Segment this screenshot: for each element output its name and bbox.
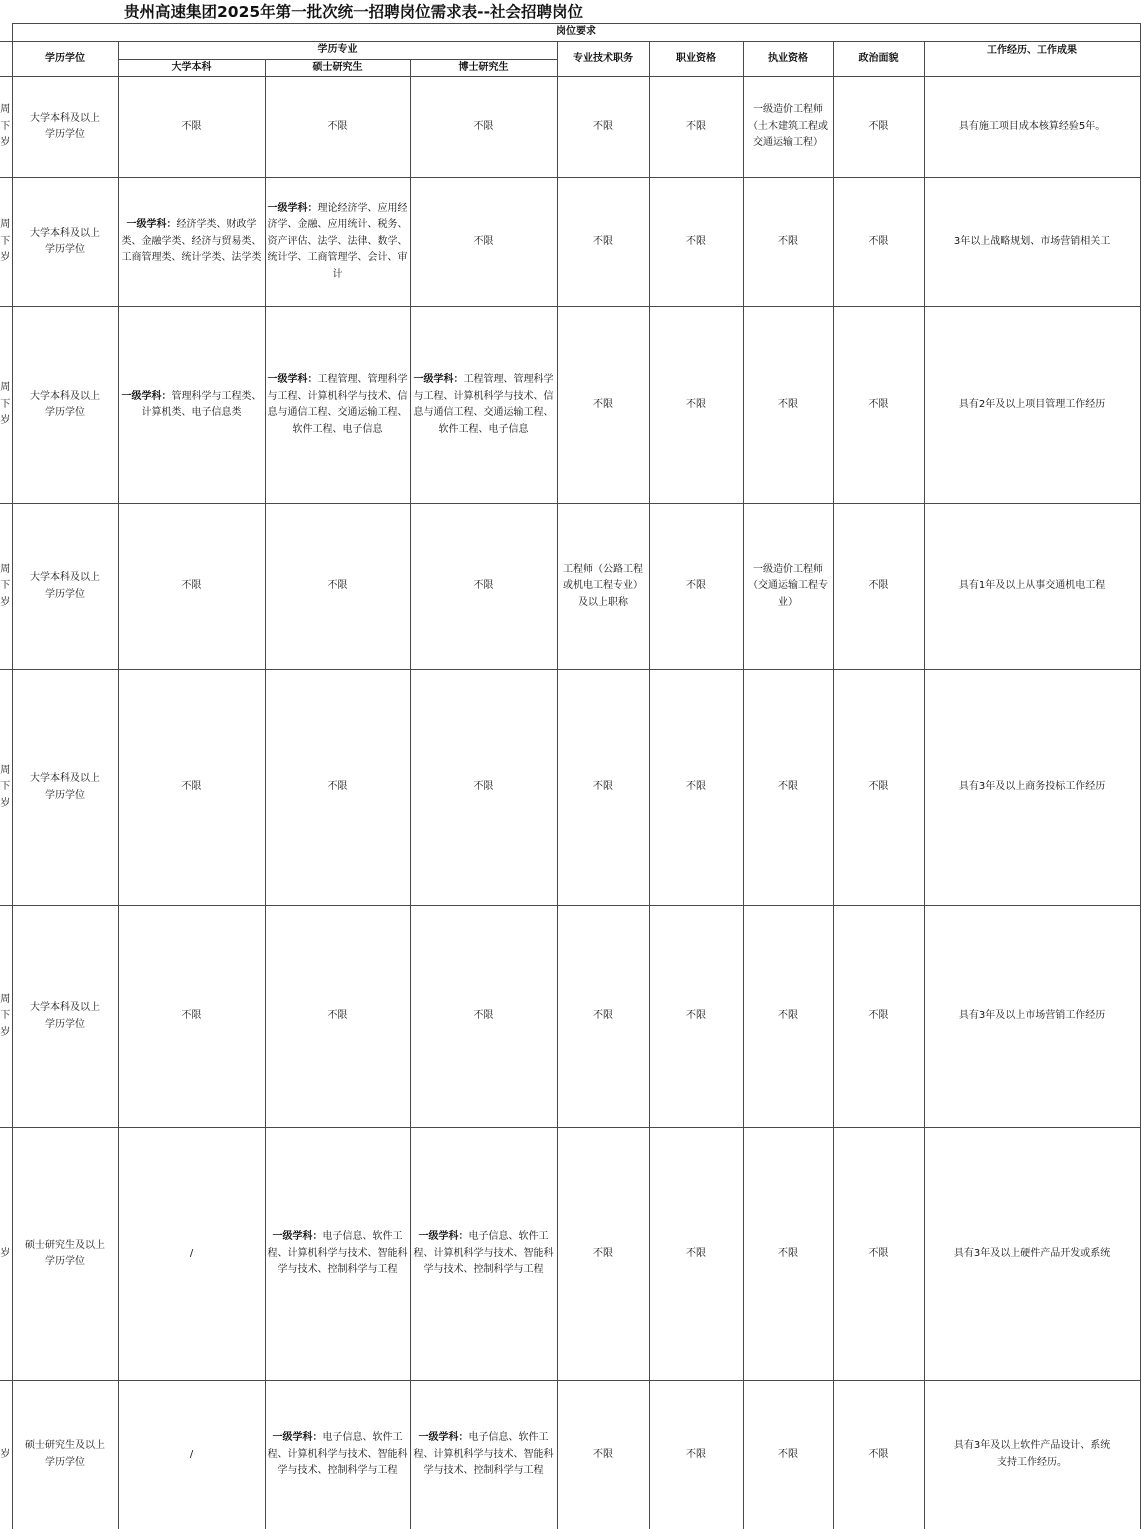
- vocational-cell: [649, 1381, 743, 1529]
- age-cell: [0, 307, 12, 504]
- practice-cell: [743, 77, 833, 178]
- political-cell-text: 不限: [868, 1247, 889, 1259]
- experience-cell-text: 具有施工项目成本核算经验5年。: [958, 120, 1106, 132]
- tech-title-cell-text: 不限: [593, 1448, 613, 1460]
- doctor-cell-text: 电子信息、软件工程、计算机科学与技术、智能科学与技术、控制科学与工程: [413, 1432, 554, 1476]
- doctor-cell: [410, 906, 557, 1128]
- degree-cell-text: 大学本科及以上 学历学位: [30, 773, 100, 801]
- doctor-cell: [410, 1381, 557, 1529]
- experience-cell: [924, 307, 1140, 504]
- experience-cell: [924, 178, 1140, 307]
- vocational-cell-text: 不限: [686, 1448, 706, 1460]
- undergrad-cell: [118, 178, 265, 307]
- subject-prefix: 一级学科：: [267, 374, 318, 385]
- master-cell: [265, 77, 410, 178]
- degree-cell: [12, 906, 118, 1128]
- vocational-cell-text: 不限: [686, 580, 706, 592]
- tech-title-cell-text: 不限: [593, 1010, 613, 1022]
- experience-cell: [924, 1381, 1140, 1529]
- tech-title-cell-text: 不限: [593, 398, 613, 410]
- doctor-cell-text: 不限: [473, 235, 494, 247]
- practice-cell-text: 不限: [778, 1448, 798, 1460]
- age-cell-text: 周 下 岁: [0, 993, 11, 1038]
- political-cell-text: 不限: [868, 235, 889, 247]
- undergrad-cell-text: 不限: [181, 781, 202, 793]
- experience-cell: [924, 1128, 1140, 1381]
- doctor-cell: [410, 307, 557, 504]
- master-cell: [265, 504, 410, 670]
- degree-cell: [12, 1128, 118, 1381]
- degree-cell-text: 大学本科及以上 学历学位: [30, 390, 100, 418]
- master-cell-text: 不限: [327, 120, 348, 132]
- age-cell: [0, 504, 12, 670]
- doctor-cell: [410, 504, 557, 670]
- practice-cell-text: 一级造价工程师 （交通运输工程专 业）: [748, 563, 828, 608]
- master-cell-text: 电子信息、软件工程、计算机科学与技术、智能科学与技术、控制科学与工程: [267, 1231, 408, 1276]
- age-cell-text: 岁: [0, 1247, 11, 1259]
- vocational-cell: [649, 178, 743, 307]
- doctor-cell-text: 不限: [473, 120, 494, 132]
- political-cell: [833, 178, 924, 307]
- subject-prefix: 一级学科：: [418, 1231, 469, 1243]
- vocational-cell-text: 不限: [686, 1010, 706, 1022]
- experience-cell: [924, 906, 1140, 1128]
- tech-title-cell: [557, 307, 649, 504]
- subject-prefix: 一级学科：: [418, 1432, 469, 1443]
- age-cell-text: 周 下 岁: [0, 382, 11, 427]
- tech-title-cell: [557, 77, 649, 178]
- vocational-cell-text: 不限: [686, 1247, 706, 1259]
- degree-cell-text: 大学本科及以上 学历学位: [30, 112, 100, 140]
- experience-cell-text: 具有3年及以上硬件产品开发或系统: [953, 1247, 1111, 1259]
- tech-title-cell-text: 不限: [593, 1247, 613, 1259]
- political-cell: [833, 906, 924, 1128]
- header-education-degree: 学历学位: [12, 42, 118, 77]
- political-cell-text: 不限: [868, 580, 889, 592]
- undergrad-cell: [118, 906, 265, 1128]
- political-cell-text: 不限: [868, 1448, 889, 1460]
- practice-cell-text: 不限: [778, 1247, 798, 1259]
- table-row: [0, 670, 1140, 906]
- practice-cell: [743, 178, 833, 307]
- degree-cell: [12, 77, 118, 178]
- header-blank: [0, 24, 12, 42]
- age-cell-text: 周 下 岁: [0, 104, 11, 149]
- political-cell: [833, 1128, 924, 1381]
- degree-cell-text: 硕士研究生及以上 学历学位: [25, 1239, 105, 1267]
- experience-cell-text: 3年以上战略规划、市场营销相关工: [953, 235, 1111, 247]
- tech-title-cell: [557, 504, 649, 670]
- undergrad-cell: [118, 1381, 265, 1529]
- degree-cell: [12, 1381, 118, 1529]
- master-cell: [265, 1381, 410, 1529]
- experience-cell-text: 具有3年及以上商务投标工作经历: [958, 781, 1106, 793]
- header-work-experience: 工作经历、工作成果: [924, 42, 1140, 77]
- master-cell: [265, 178, 410, 307]
- tech-title-cell-text: 不限: [593, 781, 613, 793]
- practice-cell-text: 一级造价工程师 （土木建筑工程或 交通运输工程）: [748, 104, 828, 149]
- header-political-status: 政治面貌: [833, 42, 924, 77]
- age-cell: [0, 1128, 12, 1381]
- political-cell-text: 不限: [868, 398, 889, 410]
- doctor-cell-text: 电子信息、软件工程、计算机科学与技术、智能科学与技术、控制科学与工程: [413, 1231, 554, 1276]
- doctor-cell-text: 工程管理、管理科学与工程、计算机科学与技术、信息与通信工程、交通运输工程、软件工程、电子信息: [413, 374, 554, 435]
- undergrad-cell-text: 不限: [181, 1010, 202, 1022]
- header-undergrad: 大学本科: [118, 59, 265, 77]
- experience-cell: [924, 670, 1140, 906]
- political-cell: [833, 307, 924, 504]
- vocational-cell: [649, 906, 743, 1128]
- table-row: [0, 906, 1140, 1128]
- undergrad-cell: [118, 1128, 265, 1381]
- master-cell-text: 工程管理、管理科学与工程、计算机科学与技术、信息与通信工程、交通运输工程、软件工程、电子信息: [267, 374, 408, 435]
- age-cell: [0, 77, 12, 178]
- master-cell-text: 不限: [327, 580, 348, 592]
- practice-cell: [743, 670, 833, 906]
- undergrad-cell-text: 管理科学与工程类、计算机类、电子信息类: [141, 390, 262, 418]
- undergrad-cell: [118, 307, 265, 504]
- table-row: [0, 504, 1140, 670]
- age-cell-text: 周 下 岁: [0, 764, 11, 809]
- political-cell-text: 不限: [868, 1010, 889, 1022]
- experience-cell-text: 具有2年及以上项目管理工作经历: [958, 398, 1106, 410]
- tech-title-cell: [557, 178, 649, 307]
- degree-cell-text: 硕士研究生及以上 学历学位: [25, 1440, 105, 1468]
- practice-cell-text: 不限: [778, 398, 798, 410]
- header-education-major: 学历专业: [118, 42, 557, 60]
- table-row: [0, 307, 1140, 504]
- subject-prefix: 一级学科：: [272, 1231, 323, 1243]
- undergrad-cell-text: 不限: [181, 580, 202, 592]
- degree-cell: [12, 178, 118, 307]
- master-cell-text: 电子信息、软件工程、计算机科学与技术、智能科学与技术、控制科学与工程: [267, 1432, 408, 1476]
- practice-cell: [743, 1381, 833, 1529]
- header-vocational-qual: 职业资格: [649, 42, 743, 77]
- header-practice-qual: 执业资格: [743, 42, 833, 77]
- practice-cell-text: 不限: [778, 235, 798, 247]
- subject-prefix: 一级学科：: [413, 374, 464, 385]
- header-master: 硕士研究生: [265, 59, 410, 77]
- table-row: [0, 1381, 1140, 1529]
- header-tech-title: 专业技术职务: [557, 42, 649, 77]
- tech-title-cell: [557, 1381, 649, 1529]
- political-cell-text: 不限: [868, 120, 889, 132]
- vocational-cell-text: 不限: [686, 398, 706, 410]
- age-cell: [0, 1381, 12, 1529]
- master-cell: [265, 670, 410, 906]
- master-cell-text: 不限: [327, 1010, 348, 1022]
- header-blank-2: [0, 42, 12, 77]
- vocational-cell-text: 不限: [686, 781, 706, 793]
- vocational-cell-text: 不限: [686, 120, 706, 132]
- undergrad-cell: [118, 670, 265, 906]
- experience-cell: [924, 77, 1140, 178]
- age-cell-text: 岁: [0, 1448, 11, 1460]
- master-cell: [265, 1128, 410, 1381]
- practice-cell: [743, 1128, 833, 1381]
- doctor-cell: [410, 178, 557, 307]
- age-cell: [0, 670, 12, 906]
- subject-prefix: 一级学科：: [272, 1432, 323, 1443]
- experience-cell-text: 具有3年及以上软件产品设计、系统 支持工作经历。: [953, 1440, 1111, 1468]
- subject-prefix: 一级学科：: [267, 202, 318, 214]
- undergrad-cell-text: 经济学类、财政学类、金融学类、经济与贸易类、工商管理类、统计学类、法学类: [121, 219, 262, 264]
- undergrad-cell-text: /: [189, 1448, 194, 1460]
- doctor-cell-text: 不限: [473, 781, 494, 793]
- political-cell-text: 不限: [868, 781, 889, 793]
- tech-title-cell: [557, 670, 649, 906]
- doctor-cell-text: 不限: [473, 580, 494, 592]
- tech-title-cell: [557, 906, 649, 1128]
- master-cell: [265, 906, 410, 1128]
- tech-title-cell-text: 不限: [593, 235, 613, 247]
- political-cell: [833, 670, 924, 906]
- vocational-cell: [649, 77, 743, 178]
- undergrad-cell-text: /: [189, 1247, 194, 1259]
- age-cell: [0, 906, 12, 1128]
- age-cell: [0, 178, 12, 307]
- header-row-1: [0, 24, 1140, 42]
- political-cell: [833, 504, 924, 670]
- header-post-requirements: 岗位要求: [12, 24, 1140, 42]
- political-cell: [833, 77, 924, 178]
- experience-cell-text: 具有1年及以上从事交通机电工程: [958, 580, 1106, 592]
- vocational-cell: [649, 1128, 743, 1381]
- practice-cell: [743, 906, 833, 1128]
- recruitment-table: [0, 23, 1141, 1529]
- degree-cell-text: 大学本科及以上 学历学位: [30, 1002, 100, 1030]
- subject-prefix: 一级学科：: [121, 390, 172, 402]
- doctor-cell-text: 不限: [473, 1010, 494, 1022]
- vocational-cell: [649, 670, 743, 906]
- master-cell-text: 理论经济学、应用经济学、金融、应用统计、税务、资产评估、法学、法律、数学、统计学、工商管理学、会计、审计: [267, 202, 408, 280]
- degree-cell: [12, 307, 118, 504]
- doctor-cell: [410, 77, 557, 178]
- practice-cell: [743, 307, 833, 504]
- practice-cell-text: 不限: [778, 1010, 798, 1022]
- table-row: [0, 1128, 1140, 1381]
- table-row: [0, 77, 1140, 178]
- practice-cell-text: 不限: [778, 781, 798, 793]
- practice-cell: [743, 504, 833, 670]
- table-row: [0, 178, 1140, 307]
- degree-cell-text: 大学本科及以上 学历学位: [30, 227, 100, 255]
- age-cell-text: 周 下 岁: [0, 219, 11, 264]
- undergrad-cell-text: 不限: [181, 120, 202, 132]
- tech-title-cell: [557, 1128, 649, 1381]
- degree-cell: [12, 504, 118, 670]
- header-doctor: 博士研究生: [410, 59, 557, 77]
- tech-title-cell-text: 工程师（公路工程 或机电工程专业） 及以上职称: [563, 563, 643, 608]
- tech-title-cell-text: 不限: [593, 120, 613, 132]
- age-cell-text: 周 下 岁: [0, 563, 11, 608]
- undergrad-cell: [118, 504, 265, 670]
- vocational-cell: [649, 307, 743, 504]
- political-cell: [833, 1381, 924, 1529]
- undergrad-cell: [118, 77, 265, 178]
- master-cell: [265, 307, 410, 504]
- degree-cell: [12, 670, 118, 906]
- experience-cell-text: 具有3年及以上市场营销工作经历: [958, 1010, 1106, 1022]
- vocational-cell-text: 不限: [686, 235, 706, 247]
- header-row-2: [0, 42, 1140, 60]
- master-cell-text: 不限: [327, 781, 348, 793]
- vocational-cell: [649, 504, 743, 670]
- experience-cell: [924, 504, 1140, 670]
- subject-prefix: 一级学科：: [126, 219, 177, 231]
- doctor-cell: [410, 1128, 557, 1381]
- page-title: 贵州高速集团2025年第一批次统一招聘岗位需求表--社会招聘岗位: [124, 3, 584, 21]
- doctor-cell: [410, 670, 557, 906]
- degree-cell-text: 大学本科及以上 学历学位: [30, 572, 100, 600]
